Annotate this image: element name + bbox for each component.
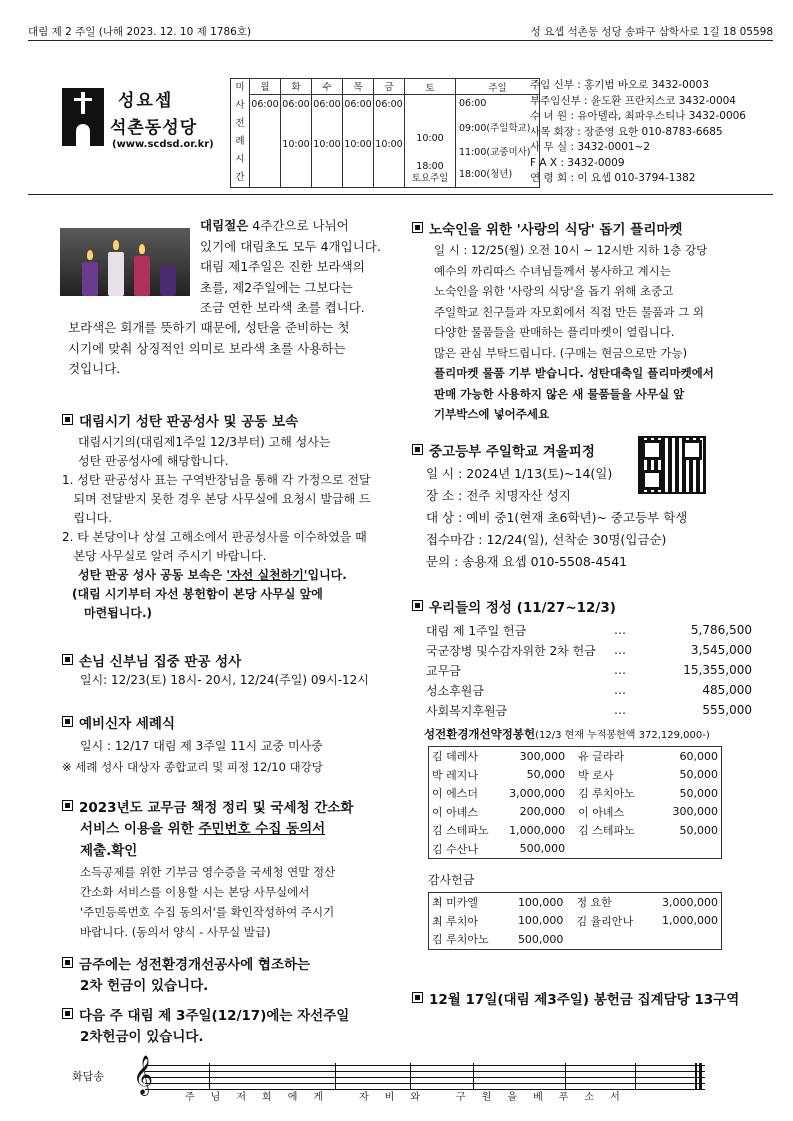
contact-line: 사 무 실 : 3432-0001~2: [530, 141, 651, 153]
table-row: 김 루치아노 500,000: [432, 932, 564, 947]
fund-heading: 성전환경개선약정봉헌(12/3 현재 누적봉헌액 372,129,000-): [424, 727, 710, 741]
square-bullet-icon: [62, 957, 73, 968]
square-bullet-icon: [412, 222, 423, 233]
church-name-line2: 석촌동성당: [110, 118, 198, 138]
day-header: 토: [405, 79, 456, 95]
square-bullet-icon: [62, 414, 73, 425]
table-row: 최 미카엘 100,000 정 요한 3,000,000: [432, 895, 718, 910]
mass-times-tue: 06:00 10:00: [281, 95, 312, 188]
section-guest-priest: 손님 신부님 집중 판공 성사 일시: 12/23(토) 18시- 20시, 12/24(주일) 09시-12시: [62, 650, 412, 691]
header-divider: [28, 194, 773, 195]
schedule-side-label: 미 사 전 례 시 간: [231, 79, 250, 188]
table-row: 김 스테파노 1,000,000 김 스테파노 50,000: [432, 823, 718, 838]
table-row: 김 수산나 500,000: [432, 842, 566, 856]
church-url: (www.scdsd.or.kr): [112, 139, 214, 150]
section-baptism: 예비신자 세례식 일시 : 12/17 대림 제 3주일 11시 교중 미사중 ※ 세례 성사 대상자 종합교리 및 피정 12/10 대강당: [62, 716, 323, 774]
staff-contacts: [530, 78, 746, 187]
section-tax: 2023년도 교무금 책정 정리 및 국세청 간소화 서비스 이용을 위한 주민번호 수집 동의서 제출.확인 소득공제를 위한 기부금 영수증을 국세청 연말 정산 간소화 서비스를 이용할 시는 본당 사무실에서 '주민등록번호 수집 동의서'를 확인작성하여 주시기 바랍니다. (동의서 양식 - 사무실 발급): [62, 798, 412, 942]
contact-line: 수 녀 원 : 유아델라, 최파우스티나 3432-0006: [530, 110, 746, 122]
fund-donor-box: [428, 746, 722, 859]
mass-times-mon: 06:00: [250, 95, 281, 188]
header-bar: [28, 24, 773, 41]
mass-times-thu: 06:00 10:00: [343, 95, 374, 188]
day-header: 수: [312, 79, 343, 95]
table-row: 박 레지나 50,000 박 로사 50,000: [432, 768, 718, 782]
section-collection-duty: 12월 17일(대림 제3주일) 봉헌금 집계담당 13구역: [412, 988, 782, 1008]
church-address: 성 요셉 석촌동 성당 송파구 삼학사로 1길 18 05598: [530, 26, 773, 38]
square-bullet-icon: [412, 992, 423, 1003]
square-bullet-icon: [62, 654, 73, 665]
mass-schedule-table: [230, 78, 540, 188]
intro-lead: 대림절은: [200, 218, 249, 233]
day-header: 월: [250, 79, 281, 95]
table-row: 이 에스더 3,000,000 김 루치아노 50,000: [432, 786, 718, 801]
intro-text-cont: 보라색은 회개를 뜻하기 때문에, 성탄을 준비하는 첫 시기에 맞춰 상징적인 의미로 보라색 초를 사용하는 것입니다.: [68, 320, 350, 376]
square-bullet-icon: [62, 800, 73, 811]
offering-table: [422, 620, 756, 720]
church-logo: [62, 88, 104, 146]
section-penance: 대림시기 성탄 판공성사 및 공동 보속 대림시기의(대림제1주일 12/3부터) 고해 성사는 성탄 판공성사에 해당합니다. 1. 성탄 판공성사 표는 구역반장님을 통해 각 가정으로 전달 되며 전달받지 못한 경우 본당 사무실에 요청시 발급해 드 립니다. 2. 타 본당이나 상설 고해소에서 판공성사를 이수하였을 때 본당 사무실로 알려 주시기 바랍니다. 성탄 판공 성사 공동 보속은 '자선 실천하기'입니다. (대림 시기부터 자선 봉헌함이 본당 사무실 앞에 마련됩니다.): [62, 410, 412, 623]
intro-text: 대림절은 4주간으로 나뉘어 있기에 대림초도 모두 4개입니다. 대림 제1주일은 진한 보라색의 초를, 제2주일에는 그보다는 조금 연한 보라색 초를 켭니다.: [200, 218, 381, 315]
mass-times-sat: 10:00 18:00 토요주일: [405, 95, 456, 188]
section-offerings: 우리들의 정성 (11/27~12/3) 대림 제 1주일 헌금 … 5,786,500 국군장병 및수감자위한 2차 헌금 … 3,545,000 교무금 … 15,355,000 성소후원금 … 485,000 사회복지후원금 … 555,000 성전환경개선약정봉헌(12/3 현재 누적봉헌액 372,129,000-) 김 데레사 300,000 유 글라라 60,000 박 레지나 50,000 박 로사 50,000 이 에스더 3,000,000 김 루치아노 50,000 이 아녜스 200,000 이 아녜스 300,000 김 스테파노 1,000,000 김 스테파노 50,000 김 수산나 500,000 감사헌금 최 미카엘 100,000 정 요한 3,000,000 최 루치아 100,000 김 율리안나 1,000,000 김 루치아노 500,000: [412, 596, 782, 950]
issue-info: 대림 제 2 주일 (나해 2023. 12. 10 제 1786호): [28, 26, 252, 38]
treble-clef-icon: 𝄞: [133, 1055, 154, 1095]
day-header: 금: [374, 79, 405, 95]
music-staff: [133, 1055, 705, 1095]
advent-candles-image: [60, 228, 190, 296]
table-row: 교무금 … 15,355,000: [426, 663, 752, 678]
table-row: 사회복지후원금 … 555,000: [426, 703, 752, 718]
thanks-heading: 감사헌금: [428, 873, 475, 887]
day-header: 화: [281, 79, 312, 95]
table-row: 대림 제 1주일 헌금 … 5,786,500: [426, 623, 752, 638]
contact-line: 부주임신부 : 윤도환 프란치스코 3432-0004: [530, 94, 736, 107]
mass-times-sun: 06:00 09:00(주일학교) 11:00(교중미사) 18:00(청년): [456, 95, 540, 188]
square-bullet-icon: [62, 1008, 73, 1019]
day-header: 주일: [456, 79, 540, 95]
table-row: 이 아녜스 200,000 이 아녜스 300,000: [432, 805, 718, 819]
contact-line: 주임 신부 : 홍기범 바오로 3432-0003: [530, 79, 709, 91]
psalm-lyrics: 주 님 저 희 에 게 자 비 와 구 원 을 베 푸 소 서: [185, 1092, 622, 1103]
square-bullet-icon: [412, 444, 423, 455]
psalm-label: 화답송: [72, 1070, 104, 1083]
mass-times-wed: 06:00 10:00: [312, 95, 343, 188]
section-winter-retreat: 중고등부 주일학교 겨울피정 일 시 : 2024년 1/13(토)~14(일) 장 소 : 전주 치명자산 성지 대 상 : 예비 중1(현재 초6학년)~ 중고등부 학생 접수마감 : 12/24(일), 선착순 30명(입금순) 문의 : 송용재 요셉 010-5508-4541: [412, 440, 712, 573]
church-name-line1: 성요셉: [118, 91, 174, 111]
contact-line: F A X : 3432-0009: [530, 156, 625, 169]
thanks-donor-box: [428, 892, 722, 950]
mass-times-fri: 06:00 10:00: [374, 95, 405, 188]
contact-line: 사목 회장 : 장준영 요한 010-8783-6685: [530, 125, 723, 138]
table-row: 최 루치아 100,000 김 율리안나 1,000,000: [432, 914, 718, 928]
contact-line: 연 령 회 : 이 요셉 010-3794-1382: [530, 172, 696, 184]
section-second-collection: 금주에는 성전환경개선공사에 협조하는 2차 헌금이 있습니다.: [62, 955, 412, 997]
section-title: 대림시기 성탄 판공성사 및 공동 보속: [62, 410, 412, 430]
section-flea-market: 노숙인을 위한 '사랑의 식당' 돕기 플리마켓 일 시 : 12/25(월) 오전 10시 ~ 12시반 지하 1층 강당 예수의 까리따스 수녀님들께서 봉사하고 계시는 노숙인을 위한 '사랑의 식당'을 돕기 위해 초중고 주일학교 친구들과 자모회에서 직접 만든 물품과 그 외 다양한 물품들을 판매하는 플리마켓이 열립니다. 많은 관심 부탁드립니다. (구매는 현금으로만 가능) 플리마켓 물품 기부 받습니다. 성탄대축일 플리마켓에서 판매 가능한 사용하지 않은 새 물품들을 사무실 앞 기부박스에 넣어주세요: [412, 218, 782, 425]
square-bullet-icon: [412, 600, 423, 611]
table-row: 성소후원금 … 485,000: [426, 683, 752, 698]
table-row: 김 데레사 300,000 유 글라라 60,000: [432, 749, 718, 764]
day-header: 목: [343, 79, 374, 95]
table-row: 국군장병 및수감자위한 2차 헌금 … 3,545,000: [426, 643, 752, 658]
square-bullet-icon: [62, 716, 73, 727]
section-charity-sunday: 다음 주 대림 제 3주일(12/17)에는 자선주일 2차헌금이 있습니다.: [62, 1006, 422, 1048]
